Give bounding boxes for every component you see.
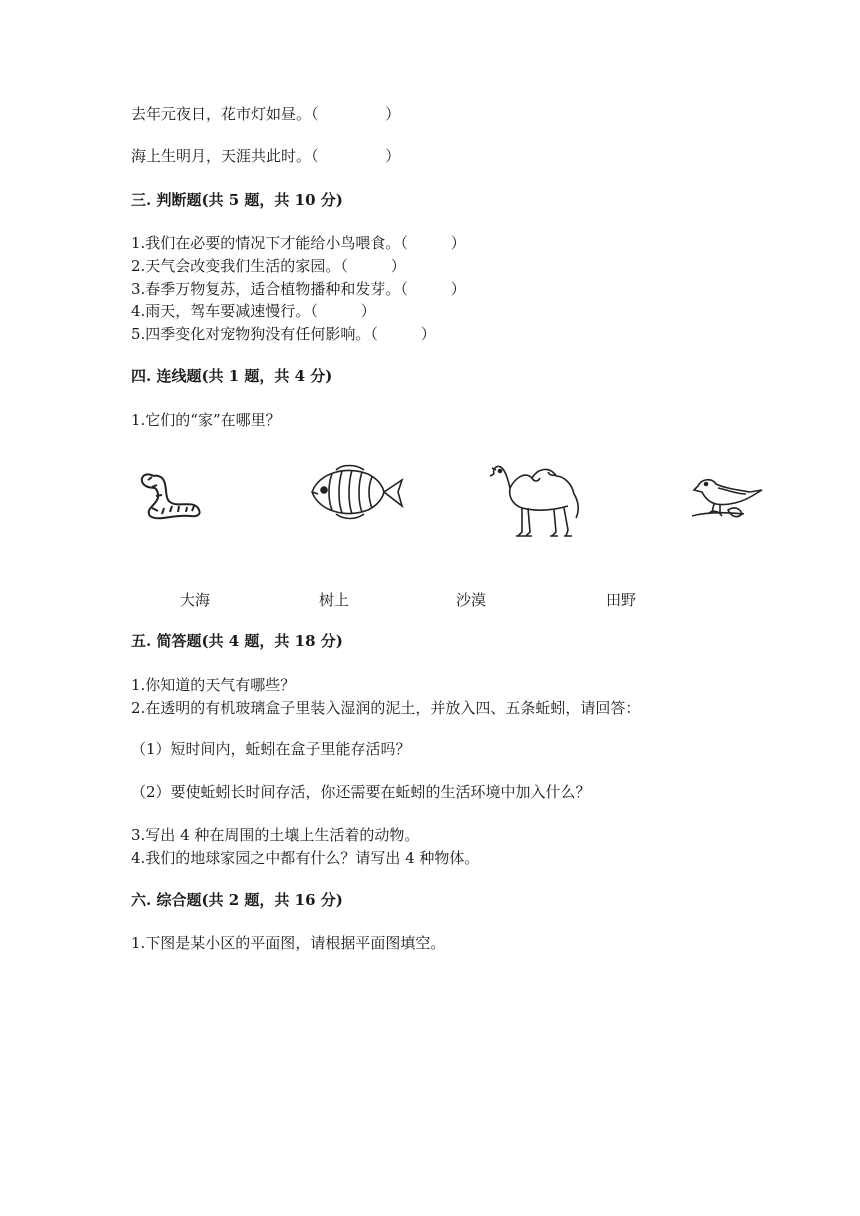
place-label-desert: 沙漠 bbox=[456, 591, 487, 609]
comprehensive-q1: 1.下图是某小区的平面图，请根据平面图填空。 bbox=[131, 934, 446, 952]
place-label-tree: 树上 bbox=[319, 591, 350, 609]
place-label-field: 田野 bbox=[606, 591, 637, 609]
judge-item-4: 4.雨天，驾车要减速慢行。（ ） bbox=[131, 302, 376, 320]
matching-question: 1.它们的“家”在哪里？ bbox=[131, 411, 281, 429]
short-answer-q2-sub1: （1）短时间内，蚯蚓在盒子里能存活吗？ bbox=[131, 740, 411, 758]
camel-icon bbox=[488, 460, 588, 544]
short-answer-q2-sub2: （2）要使蚯蚓长时间存活，你还需要在蚯蚓的生活环境中加入什么？ bbox=[131, 783, 591, 801]
fish-icon bbox=[306, 462, 406, 524]
bird-icon bbox=[688, 472, 764, 528]
poem-line-1: 去年元夜日，花市灯如昼。（ ） bbox=[131, 105, 401, 123]
section-4-title: 四. 连线题(共 1 题，共 4 分) bbox=[131, 367, 333, 385]
section-5-title: 五. 简答题(共 4 题，共 18 分) bbox=[131, 632, 343, 650]
section-6-title: 六. 综合题(共 2 题，共 16 分) bbox=[131, 891, 343, 909]
judge-item-3: 3.春季万物复苏，适合植物播种和发芽。（ ） bbox=[131, 280, 466, 298]
short-answer-q1: 1.你知道的天气有哪些？ bbox=[131, 676, 296, 694]
judge-item-5: 5.四季变化对宠物狗没有任何影响。（ ） bbox=[131, 325, 436, 343]
worm-icon bbox=[134, 464, 206, 524]
judge-item-2: 2.天气会改变我们生活的家园。（ ） bbox=[131, 257, 406, 275]
short-answer-q4: 4.我们的地球家园之中都有什么？请写出 4 种物体。 bbox=[131, 849, 480, 867]
place-label-sea: 大海 bbox=[180, 591, 211, 609]
poem-line-2: 海上生明月，天涯共此时。（ ） bbox=[131, 147, 401, 165]
short-answer-q2: 2.在透明的有机玻璃盒子里装入湿润的泥土，并放入四、五条蚯蚓，请回答： bbox=[131, 699, 641, 717]
short-answer-q3: 3.写出 4 种在周围的土壤上生活着的动物。 bbox=[131, 826, 420, 844]
judge-item-1: 1.我们在必要的情况下才能给小鸟喂食。（ ） bbox=[131, 234, 466, 252]
section-3-title: 三. 判断题(共 5 题，共 10 分) bbox=[131, 191, 343, 209]
